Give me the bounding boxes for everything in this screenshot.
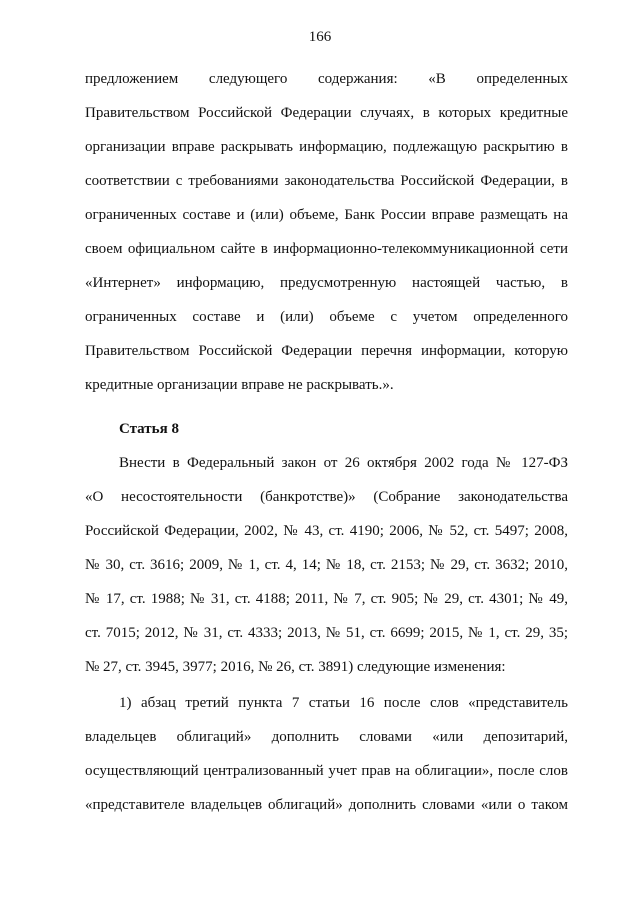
- article-heading-block: [85, 412, 568, 446]
- text-line: кредитные организации вправе не раскрывать.».: [85, 377, 394, 393]
- text-line: ст. 7015; 2012, № 31, ст. 4333; 2013, № 51, ст. 6699; 2015, № 1, ст. 29, 35;: [85, 625, 568, 641]
- paragraph-amendment-text: [85, 62, 568, 402]
- text-line: «О несостоятельности (банкротстве)» (Собрание законодательства: [85, 489, 568, 505]
- text-line: Российской Федерации, 2002, № 43, ст. 4190; 2006, № 52, ст. 5497; 2008,: [85, 523, 568, 539]
- article-heading: Статья 8: [119, 421, 179, 437]
- text-line: соответствии с требованиями законодательства Российской Федерации, в: [85, 173, 568, 189]
- text-line: № 17, ст. 1988; № 31, ст. 4188; 2011, № 7, ст. 905; № 29, ст. 4301; № 49,: [85, 591, 568, 607]
- page-number: 166: [308, 29, 332, 45]
- text-line: «Интернет» информацию, предусмотренную настоящей частью, в: [85, 275, 568, 291]
- text-line: № 27, ст. 3945, 3977; 2016, № 26, ст. 3891) следующие изменения:: [85, 659, 506, 675]
- paragraph-article-8-intro: [85, 446, 568, 684]
- text-line: владельцев облигаций» дополнить словами «или депозитарий,: [85, 729, 568, 745]
- text-line: своем официальном сайте в информационно-телекоммуникационной сети: [85, 241, 568, 257]
- text-line: № 30, ст. 3616; 2009, № 1, ст. 4, 14; № 18, ст. 2153; № 29, ст. 3632; 2010,: [85, 557, 568, 573]
- text-line: Внести в Федеральный закон от 26 октября 2002 года № 127-ФЗ: [119, 455, 568, 471]
- text-line: предложением следующего содержания: «В определенных: [85, 71, 568, 87]
- text-line: ограниченных составе и (или) объеме с учетом определенного: [85, 309, 568, 325]
- paragraph-item-1: [85, 686, 568, 822]
- text-line: Правительством Российской Федерации перечня информации, которую: [85, 343, 568, 359]
- text-line: «представителе владельцев облигаций» дополнить словами «или о таком: [85, 797, 568, 813]
- text-line: осуществляющий централизованный учет прав на облигации», после слов: [85, 763, 568, 779]
- text-line: ограниченных составе и (или) объеме, Банк России вправе размещать на: [85, 207, 568, 223]
- text-line: 1) абзац третий пункта 7 статьи 16 после слов «представитель: [119, 695, 568, 711]
- text-line: Правительством Российской Федерации случаях, в которых кредитные: [85, 105, 568, 121]
- text-line: организации вправе раскрывать информацию, подлежащую раскрытию в: [85, 139, 568, 155]
